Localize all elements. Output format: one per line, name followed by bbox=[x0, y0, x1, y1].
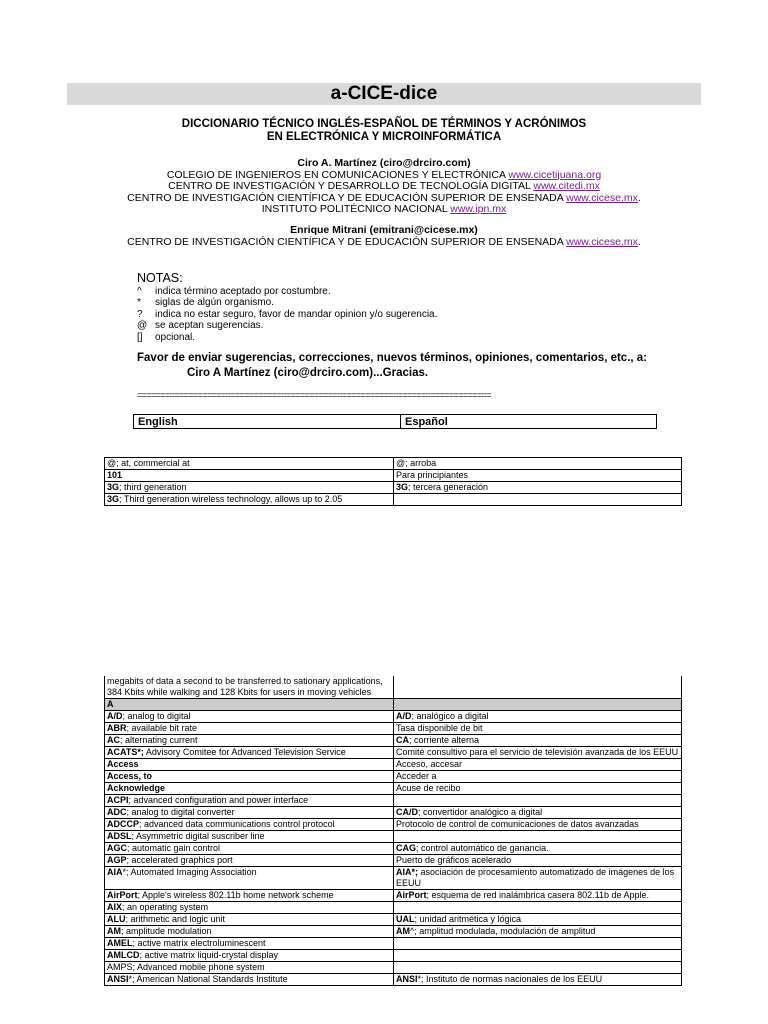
note-text: opcional. bbox=[155, 331, 196, 343]
term: CA/D bbox=[396, 807, 418, 817]
english-cell bbox=[105, 458, 394, 470]
term: A/D bbox=[107, 711, 123, 721]
spanish-cell bbox=[394, 470, 682, 482]
glossary-row bbox=[105, 831, 682, 843]
term: 101 bbox=[107, 470, 123, 480]
definition: Acuse de recibo bbox=[396, 783, 461, 793]
column-header-row bbox=[134, 415, 657, 429]
spanish-cell bbox=[394, 902, 682, 914]
term: UAL bbox=[396, 914, 415, 924]
definition: asociación de procesamiento automatizado de imágenes de los EEUU bbox=[396, 867, 675, 888]
spanish-cell bbox=[394, 855, 682, 867]
spanish-cell bbox=[394, 831, 682, 843]
definition: Puerto de gráficos acelerado bbox=[396, 855, 512, 865]
note-item bbox=[137, 332, 437, 343]
english-cell bbox=[105, 676, 394, 699]
spanish-cell bbox=[394, 890, 682, 902]
glossary-row bbox=[105, 855, 682, 867]
glossary-row bbox=[105, 974, 682, 986]
term: ABR bbox=[107, 723, 127, 733]
definition: @; at, commercial at bbox=[107, 458, 190, 468]
definition: ; unidad aritmética y lógica bbox=[414, 914, 522, 924]
english-cell bbox=[105, 735, 394, 747]
term: AirPort bbox=[396, 890, 427, 900]
term: AGP bbox=[107, 855, 127, 865]
term: ADSL bbox=[107, 831, 132, 841]
glossary-row bbox=[105, 747, 682, 759]
term: Access, to bbox=[107, 771, 153, 781]
spanish-cell bbox=[394, 938, 682, 950]
definition: ; Asymmetric digital suscriber line bbox=[131, 831, 265, 841]
suggestions-request bbox=[137, 351, 647, 381]
english-cell bbox=[105, 962, 394, 974]
term: 3G bbox=[396, 482, 409, 492]
definition: ; Third generation wireless technology, allows up to 2.05 bbox=[119, 494, 343, 504]
english-cell bbox=[105, 926, 394, 938]
note-symbol: ? bbox=[137, 308, 143, 320]
definition: Acceder a bbox=[396, 771, 437, 781]
definition: ^; amplitud modulada, modulación de amplitud bbox=[410, 926, 596, 936]
spanish-cell bbox=[394, 747, 682, 759]
request-line: Favor de enviar sugerencias, correcciones, nuevos términos, opiniones, comentarios, etc., a: bbox=[137, 352, 648, 364]
glossary-table-bottom bbox=[104, 676, 682, 986]
spanish-cell bbox=[394, 494, 682, 506]
english-cell bbox=[105, 819, 394, 831]
note-symbol: [] bbox=[137, 331, 143, 343]
term: AMEL bbox=[107, 938, 133, 948]
english-cell bbox=[105, 831, 394, 843]
definition: ; tercera generación bbox=[408, 482, 489, 492]
english-cell bbox=[105, 950, 394, 962]
spanish-cell bbox=[394, 783, 682, 795]
term: AIA bbox=[107, 867, 123, 877]
subtitle-line: DICCIONARIO TÉCNICO INGLÉS-ESPAÑOL DE TÉRMINOS Y ACRÓNIMOS bbox=[181, 118, 587, 130]
definition: ; advanced configuration and power interface bbox=[128, 795, 309, 805]
definition: Comité consultivo para el servicio de televisión avanzada de los EEUU bbox=[396, 747, 679, 757]
affiliation-text: CENTRO DE INVESTIGACIÓN CIENTÍFICA Y DE EDUCACIÓN SUPERIOR DE ENSENADA bbox=[127, 235, 567, 248]
author1-block bbox=[67, 158, 701, 216]
affiliation-link[interactable]: www.cicetijuana.org bbox=[508, 168, 602, 181]
definition: ; esquema de red inalámbrica casera 802.11b de Apple. bbox=[426, 890, 649, 900]
definition: ; an operating system bbox=[122, 902, 209, 912]
english-cell bbox=[105, 795, 394, 807]
subtitle-line: EN ELECTRÓNICA Y MICROINFORMÁTICA bbox=[266, 131, 502, 143]
column-header-english: English bbox=[134, 415, 401, 429]
glossary-row bbox=[105, 926, 682, 938]
english-cell bbox=[105, 974, 394, 986]
glossary-row bbox=[105, 902, 682, 914]
section-row bbox=[105, 699, 682, 711]
english-cell bbox=[105, 771, 394, 783]
definition: megabits of data a second to be transferred to sationary applications, 384 Kbits while walking and 128 Kbits for users in moving vehicles bbox=[107, 676, 383, 697]
affiliation-text: CENTRO DE INVESTIGACIÓN CIENTÍFICA Y DE EDUCACIÓN SUPERIOR DE ENSENADA bbox=[127, 191, 567, 204]
spanish-cell bbox=[394, 735, 682, 747]
note-symbol: @ bbox=[137, 320, 148, 332]
definition: ; amplitude modulation bbox=[121, 926, 212, 936]
spanish-cell bbox=[394, 723, 682, 735]
note-text: indica no estar seguro, favor de mandar opinion y/o sugerencia. bbox=[155, 308, 438, 320]
notes-list bbox=[137, 286, 437, 343]
definition: Protocolo de control de comunicaciones de datos avanzadas bbox=[396, 819, 639, 829]
note-symbol: ^ bbox=[137, 286, 142, 297]
term: ANSI bbox=[396, 974, 418, 984]
spanish-cell bbox=[394, 843, 682, 855]
english-cell bbox=[105, 843, 394, 855]
definition: Advisory Comitee for Advanced Television Service bbox=[143, 747, 346, 757]
definition: AMPS; Advanced mobile phone system bbox=[107, 962, 265, 972]
term: AirPort bbox=[107, 890, 138, 900]
glossary-row bbox=[105, 771, 682, 783]
spanish-cell bbox=[394, 699, 682, 711]
glossary-row bbox=[105, 914, 682, 926]
definition: *; Instituto de normas nacionales de los EEUU bbox=[417, 974, 603, 984]
spanish-cell bbox=[394, 819, 682, 831]
note-item bbox=[137, 286, 437, 297]
term: CAG bbox=[396, 843, 416, 853]
glossary-row bbox=[105, 676, 682, 699]
definition: ; analógico a digital bbox=[411, 711, 489, 721]
definition: *; Automated Imaging Association bbox=[122, 867, 257, 877]
term: Acknowledge bbox=[107, 783, 166, 793]
definition: ; analog to digital converter bbox=[126, 807, 235, 817]
glossary-row bbox=[105, 819, 682, 831]
glossary-row bbox=[105, 890, 682, 902]
separator-line: ============================================================================ bbox=[137, 390, 491, 400]
term: ACPI bbox=[107, 795, 129, 805]
request-contact: Ciro A Martínez (ciro@drciro.com)...Gracias. bbox=[187, 367, 429, 379]
affiliation-text: CENTRO DE INVESTIGACIÓN Y DESARROLLO DE TECNOLOGÍA DIGITAL bbox=[168, 180, 534, 192]
spanish-cell bbox=[394, 807, 682, 819]
definition: *; American National Standards Institute bbox=[128, 974, 288, 984]
definition: ; analog to digital bbox=[122, 711, 191, 721]
term: ADC bbox=[107, 807, 127, 817]
affiliation-line bbox=[67, 237, 701, 249]
glossary-row bbox=[105, 950, 682, 962]
document-title: a-CICE-dice bbox=[67, 83, 701, 105]
notes-section bbox=[137, 271, 437, 343]
english-cell bbox=[105, 699, 394, 711]
note-text: indica término aceptado por costumbre. bbox=[155, 286, 331, 297]
note-item bbox=[137, 297, 437, 308]
affiliation-link[interactable]: www.cicese.mx bbox=[566, 235, 638, 248]
definition: ; corriente alterna bbox=[409, 735, 480, 745]
english-cell bbox=[105, 914, 394, 926]
spanish-cell bbox=[394, 950, 682, 962]
spanish-cell bbox=[394, 974, 682, 986]
definition: ; arithmetic and logic unit bbox=[125, 914, 226, 924]
definition: Acceso, accesar bbox=[396, 759, 463, 769]
glossary-row bbox=[105, 470, 682, 482]
glossary-row bbox=[105, 458, 682, 470]
definition: ; control automático de ganancia. bbox=[416, 843, 549, 853]
definition: ; active matrix electroluminescent bbox=[132, 938, 266, 948]
note-text: siglas de algún organismo. bbox=[155, 297, 274, 309]
term: A bbox=[107, 699, 114, 709]
glossary-row bbox=[105, 711, 682, 723]
english-cell bbox=[105, 938, 394, 950]
english-cell bbox=[105, 723, 394, 735]
english-cell bbox=[105, 890, 394, 902]
definition: ; advanced data communications control protocol bbox=[139, 819, 335, 829]
term: ALU bbox=[107, 914, 126, 924]
term: Access bbox=[107, 759, 139, 769]
affiliation-text: INSTITUTO POLITÉCNICO NACIONAL bbox=[261, 203, 451, 215]
english-cell bbox=[105, 470, 394, 482]
definition: ; alternating current bbox=[120, 735, 198, 745]
term: AM bbox=[107, 926, 121, 936]
term: AMLCD bbox=[107, 950, 140, 960]
definition: ; available bit rate bbox=[126, 723, 198, 733]
english-cell bbox=[105, 855, 394, 867]
english-cell bbox=[105, 867, 394, 890]
english-cell bbox=[105, 807, 394, 819]
affiliation-line bbox=[67, 204, 701, 216]
definition: Tasa disponible de bit bbox=[396, 723, 483, 733]
affiliation-text: COLEGIO DE INGENIEROS EN COMUNICACIONES Y ELECTRÓNICA bbox=[166, 168, 509, 181]
term: AGC bbox=[107, 843, 127, 853]
term: CA bbox=[396, 735, 409, 745]
term: AIX bbox=[107, 902, 123, 912]
affiliation-link[interactable]: www.citedi.mx bbox=[533, 180, 600, 192]
definition: ; third generation bbox=[119, 482, 187, 492]
glossary-row bbox=[105, 482, 682, 494]
term: AM bbox=[396, 926, 410, 936]
glossary-row bbox=[105, 494, 682, 506]
glossary-row bbox=[105, 843, 682, 855]
spanish-cell bbox=[394, 711, 682, 723]
glossary-row bbox=[105, 962, 682, 974]
term: ACATS*; bbox=[107, 747, 144, 757]
note-symbol: * bbox=[137, 297, 141, 309]
glossary-row bbox=[105, 759, 682, 771]
spanish-cell bbox=[394, 867, 682, 890]
document-subtitle bbox=[67, 118, 701, 144]
english-cell bbox=[105, 783, 394, 795]
glossary-row bbox=[105, 723, 682, 735]
glossary-table-top bbox=[104, 457, 682, 506]
term: ADCCP bbox=[107, 819, 140, 829]
term: AIA*; bbox=[396, 867, 418, 877]
glossary-row bbox=[105, 938, 682, 950]
english-cell bbox=[105, 494, 394, 506]
note-text: se aceptan sugerencias. bbox=[155, 320, 264, 332]
column-header-spanish: Español bbox=[401, 415, 657, 429]
term: A/D bbox=[396, 711, 412, 721]
definition: ; automatic gain control bbox=[127, 843, 221, 853]
english-cell bbox=[105, 711, 394, 723]
english-cell bbox=[105, 902, 394, 914]
affiliation-suffix: . bbox=[637, 235, 641, 248]
spanish-cell bbox=[394, 482, 682, 494]
definition: ; convertidor analógico a digital bbox=[418, 807, 543, 817]
term: 3G bbox=[107, 494, 120, 504]
author1-name: Ciro A. Martínez (ciro@drciro.com) bbox=[297, 157, 471, 169]
glossary-row bbox=[105, 735, 682, 747]
spanish-cell bbox=[394, 458, 682, 470]
spanish-cell bbox=[394, 759, 682, 771]
spanish-cell bbox=[394, 962, 682, 974]
english-cell bbox=[105, 759, 394, 771]
term: ANSI bbox=[107, 974, 129, 984]
note-item bbox=[137, 320, 437, 331]
author2-name: Enrique Mitrani (emitrani@cicese.mx) bbox=[290, 224, 478, 236]
definition: Para principiantes bbox=[396, 470, 469, 480]
definition: @; arroba bbox=[396, 458, 437, 468]
english-cell bbox=[105, 482, 394, 494]
definition: ; active matrix liquid-crystal display bbox=[139, 950, 279, 960]
term: AC bbox=[107, 735, 120, 745]
note-item bbox=[137, 309, 437, 320]
spanish-cell bbox=[394, 771, 682, 783]
affiliation-link[interactable]: www.cicese.mx bbox=[566, 191, 638, 204]
spanish-cell bbox=[394, 926, 682, 938]
glossary-row bbox=[105, 867, 682, 890]
glossary-row bbox=[105, 783, 682, 795]
definition: ; accelerated graphics port bbox=[126, 855, 233, 865]
author2-block bbox=[67, 225, 701, 248]
spanish-cell bbox=[394, 676, 682, 699]
spanish-cell bbox=[394, 795, 682, 807]
column-header-table bbox=[133, 414, 657, 429]
affiliation-suffix: . bbox=[637, 191, 641, 204]
glossary-row bbox=[105, 807, 682, 819]
affiliation-link[interactable]: www.ipn.mx bbox=[450, 203, 507, 215]
english-cell bbox=[105, 747, 394, 759]
spanish-cell bbox=[394, 914, 682, 926]
definition: ; Apple's wireless 802.11b home network scheme bbox=[137, 890, 334, 900]
glossary-row bbox=[105, 795, 682, 807]
notes-title: NOTAS: bbox=[137, 271, 183, 285]
term: 3G bbox=[107, 482, 120, 492]
